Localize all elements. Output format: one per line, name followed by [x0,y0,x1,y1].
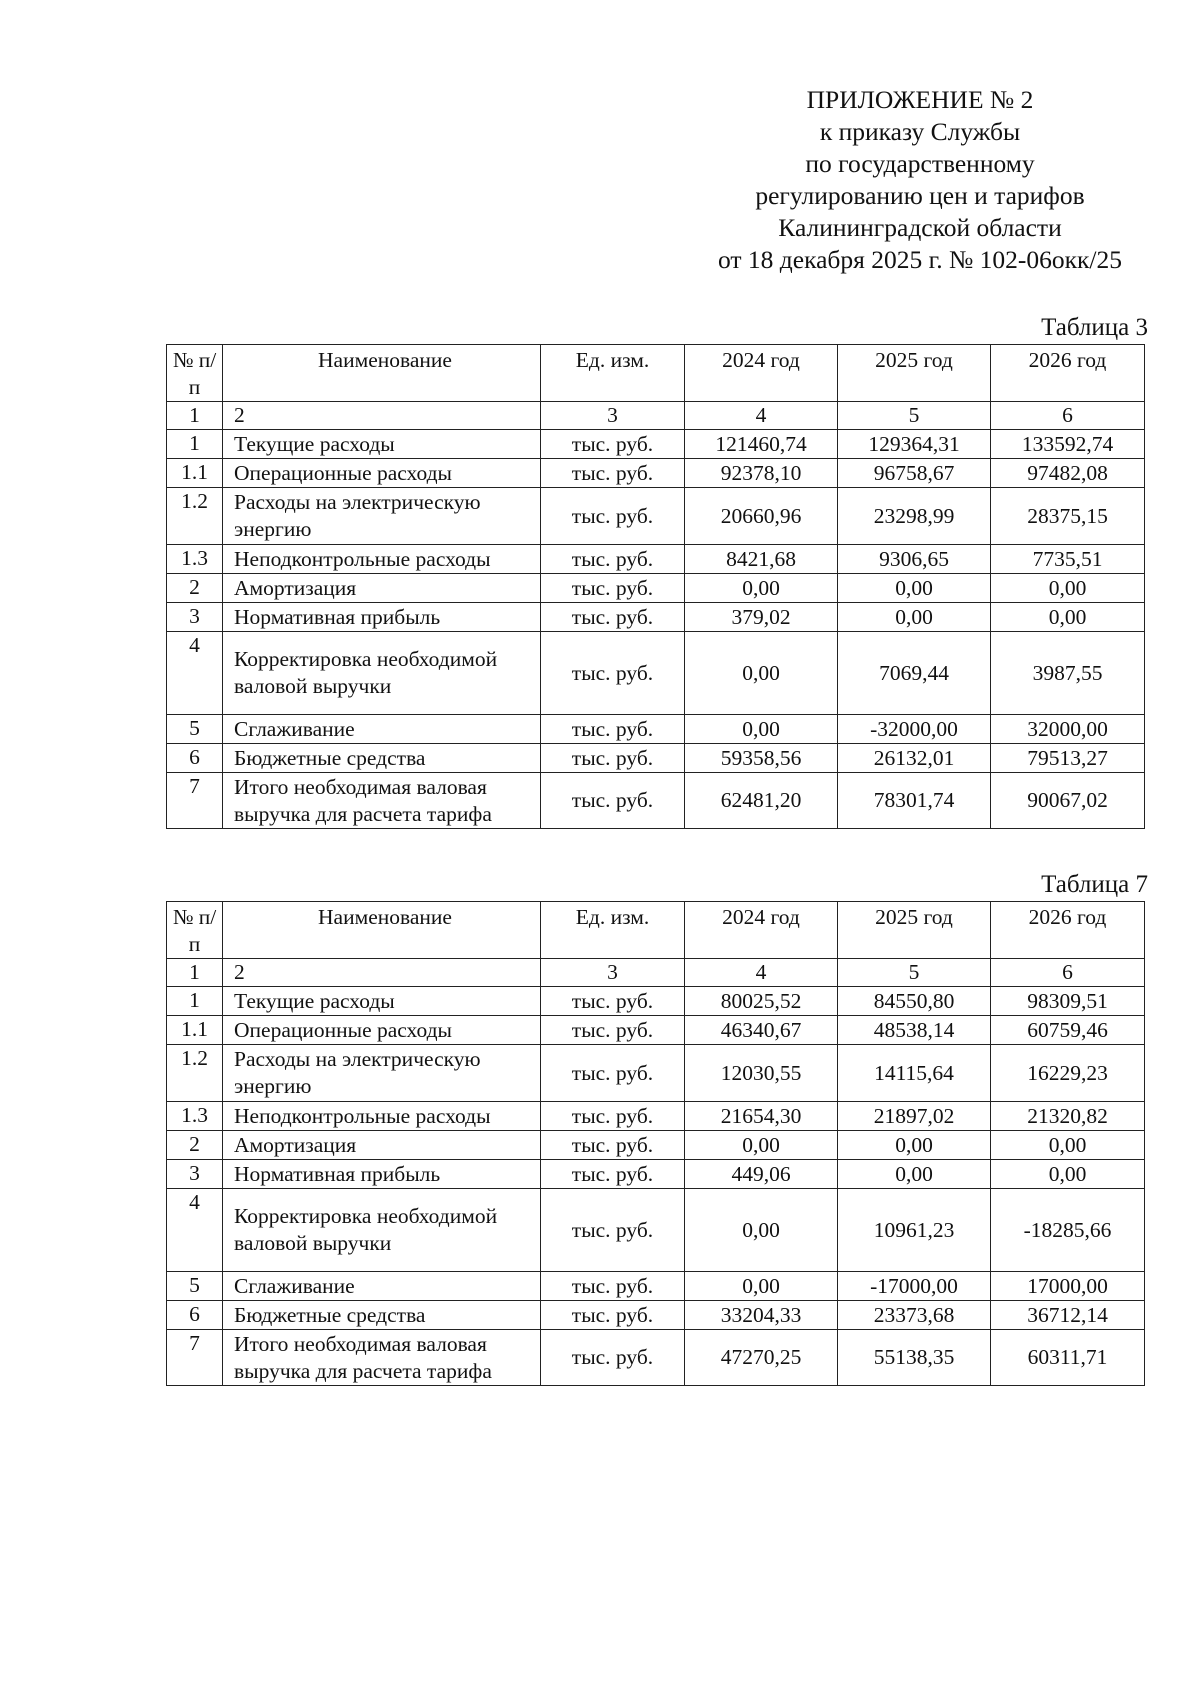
cell-item-name: Операционные расходы [223,459,541,488]
cell-year-2026: 6 [991,402,1145,430]
cell-year-2026: 21320,82 [991,1102,1145,1131]
cell-unit: тыс. руб. [541,459,685,488]
cell-row-number: 1 [167,959,223,987]
header-line: к приказу Службы [819,117,1021,146]
cell-unit: 3 [541,402,685,430]
table-row [167,744,1145,773]
cell-year-2024: 8421,68 [685,545,838,574]
cell-year-2024: 0,00 [685,574,838,603]
cell-unit: тыс. руб. [541,987,685,1016]
cell-year-2024: 12030,55 [685,1045,838,1102]
cell-year-2024: 59358,56 [685,744,838,773]
table-row [167,545,1145,574]
cell-year-2024: 0,00 [685,715,838,744]
cell-unit: тыс. руб. [541,1189,685,1272]
cell-year-2025: 2025 год [838,902,991,959]
table-row [167,430,1145,459]
cell-year-2025: 5 [838,959,991,987]
table-row [167,1102,1145,1131]
cell-year-2025: 48538,14 [838,1016,991,1045]
cell-year-2026: 0,00 [991,1131,1145,1160]
header-row [167,902,1145,959]
cell-year-2024: 33204,33 [685,1301,838,1330]
cell-row-number: 1.1 [167,459,223,488]
cell-unit: тыс. руб. [541,1330,685,1386]
cell-year-2024: 4 [685,402,838,430]
cell-item-name: Наименование [223,902,541,959]
cell-item-name: Операционные расходы [223,1016,541,1045]
cell-unit: тыс. руб. [541,545,685,574]
cell-year-2026: 32000,00 [991,715,1145,744]
cell-item-name: Расходы на электрическую энергию [223,1045,541,1102]
cell-item-name: Текущие расходы [223,430,541,459]
cell-year-2025: 21897,02 [838,1102,991,1131]
cell-year-2026: -18285,66 [991,1189,1145,1272]
cell-year-2025: 5 [838,402,991,430]
table-row [167,488,1145,545]
cell-year-2025: 0,00 [838,574,991,603]
cell-year-2026: 98309,51 [991,987,1145,1016]
cell-item-name: Амортизация [223,1131,541,1160]
header-row [167,345,1145,402]
cell-year-2026: 6 [991,959,1145,987]
cell-row-number: 3 [167,1160,223,1189]
table-row [167,603,1145,632]
cell-row-number: 5 [167,715,223,744]
header-line: Калининградской области [778,213,1062,242]
cell-row-number: 1 [167,430,223,459]
cell-year-2024: 2024 год [685,902,838,959]
cell-row-number: 1.3 [167,1102,223,1131]
cell-unit: тыс. руб. [541,488,685,545]
cell-year-2024: 449,06 [685,1160,838,1189]
cell-year-2025: 84550,80 [838,987,991,1016]
cell-year-2024: 21654,30 [685,1102,838,1131]
cell-row-number: 6 [167,744,223,773]
cell-year-2024: 20660,96 [685,488,838,545]
cell-year-2025: 96758,67 [838,459,991,488]
cell-item-name: Итого необходимая валовая выручка для расчета тарифа [223,773,541,829]
cell-item-name: Нормативная прибыль [223,603,541,632]
table7 [166,901,1145,1386]
table-row [167,1016,1145,1045]
cell-row-number: 1 [167,402,223,430]
cell-year-2025: 2025 год [838,345,991,402]
cell-unit: тыс. руб. [541,1016,685,1045]
cell-year-2024: 47270,25 [685,1330,838,1386]
cell-year-2024: 0,00 [685,1272,838,1301]
table-row [167,574,1145,603]
table-row [167,1189,1145,1272]
cell-year-2026: 17000,00 [991,1272,1145,1301]
cell-row-number: 5 [167,1272,223,1301]
cell-unit: Ед. изм. [541,345,685,402]
table-row [167,632,1145,715]
table-row [167,987,1145,1016]
table-row [167,1301,1145,1330]
header-line: регулированию цен и тарифов [755,181,1085,210]
cell-year-2026: 79513,27 [991,744,1145,773]
cell-year-2026: 60311,71 [991,1330,1145,1386]
header-line: от 18 декабря 2025 г. № 102-06окк/25 [717,245,1122,274]
cell-year-2025: 7069,44 [838,632,991,715]
cell-unit: тыс. руб. [541,1131,685,1160]
cell-year-2026: 2026 год [991,345,1145,402]
cell-year-2026: 133592,74 [991,430,1145,459]
cell-year-2026: 2026 год [991,902,1145,959]
table3-caption: Таблица 3 [1041,314,1148,341]
cell-row-number: 1.2 [167,1045,223,1102]
cell-year-2024: 4 [685,959,838,987]
cell-year-2026: 0,00 [991,603,1145,632]
cell-year-2024: 80025,52 [685,987,838,1016]
cell-item-name: 2 [223,959,541,987]
cell-year-2026: 97482,08 [991,459,1145,488]
cell-unit: Ед. изм. [541,902,685,959]
cell-year-2025: 10961,23 [838,1189,991,1272]
appendix-header [640,84,1200,276]
cell-item-name: Сглаживание [223,715,541,744]
cell-unit: тыс. руб. [541,574,685,603]
cell-year-2024: 0,00 [685,632,838,715]
cell-row-number: 1 [167,987,223,1016]
cell-item-name: Бюджетные средства [223,744,541,773]
cell-year-2025: 23298,99 [838,488,991,545]
cell-item-name: Расходы на электрическую энергию [223,488,541,545]
cell-year-2026: 90067,02 [991,773,1145,829]
cell-row-number: 1.3 [167,545,223,574]
cell-year-2026: 0,00 [991,574,1145,603]
cell-item-name: 2 [223,402,541,430]
table-row [167,773,1145,829]
cell-year-2024: 92378,10 [685,459,838,488]
cell-year-2024: 2024 год [685,345,838,402]
cell-year-2024: 121460,74 [685,430,838,459]
cell-year-2026: 16229,23 [991,1045,1145,1102]
cell-year-2025: 26132,01 [838,744,991,773]
cell-year-2025: -17000,00 [838,1272,991,1301]
cell-unit: тыс. руб. [541,1045,685,1102]
cell-row-number: 4 [167,632,223,715]
cell-unit: тыс. руб. [541,1160,685,1189]
cell-item-name: Наименование [223,345,541,402]
cell-row-number: 1.2 [167,488,223,545]
table-row [167,1131,1145,1160]
cell-item-name: Итого необходимая валовая выручка для расчета тарифа [223,1330,541,1386]
cell-unit: тыс. руб. [541,430,685,459]
cell-row-number: № п/п [167,345,223,402]
cell-unit: тыс. руб. [541,715,685,744]
table-row [167,1272,1145,1301]
cell-year-2026: 7735,51 [991,545,1145,574]
index-row [167,959,1145,987]
cell-unit: тыс. руб. [541,1272,685,1301]
cell-unit: тыс. руб. [541,1102,685,1131]
table-row [167,459,1145,488]
table-row [167,1045,1145,1102]
cell-year-2024: 379,02 [685,603,838,632]
cell-row-number: 7 [167,1330,223,1386]
cell-year-2025: 14115,64 [838,1045,991,1102]
cell-year-2025: 78301,74 [838,773,991,829]
cell-year-2024: 62481,20 [685,773,838,829]
cell-unit: тыс. руб. [541,1301,685,1330]
cell-unit: тыс. руб. [541,603,685,632]
cell-row-number: 2 [167,574,223,603]
cell-year-2025: 129364,31 [838,430,991,459]
cell-row-number: № п/п [167,902,223,959]
index-row [167,402,1145,430]
table-row [167,1160,1145,1189]
cell-year-2025: 9306,65 [838,545,991,574]
cell-unit: 3 [541,959,685,987]
table-row [167,715,1145,744]
cell-item-name: Текущие расходы [223,987,541,1016]
table3 [166,344,1145,829]
cell-year-2026: 60759,46 [991,1016,1145,1045]
cell-item-name: Неподконтрольные расходы [223,1102,541,1131]
cell-year-2025: 0,00 [838,1160,991,1189]
cell-item-name: Сглаживание [223,1272,541,1301]
header-line: ПРИЛОЖЕНИЕ № 2 [806,85,1034,114]
cell-year-2026: 36712,14 [991,1301,1145,1330]
cell-item-name: Амортизация [223,574,541,603]
cell-year-2025: -32000,00 [838,715,991,744]
cell-row-number: 2 [167,1131,223,1160]
cell-unit: тыс. руб. [541,773,685,829]
cell-item-name: Бюджетные средства [223,1301,541,1330]
cell-year-2024: 0,00 [685,1189,838,1272]
cell-item-name: Нормативная прибыль [223,1160,541,1189]
cell-item-name: Корректировка необходимой валовой выручки [223,1189,541,1272]
cell-item-name: Неподконтрольные расходы [223,545,541,574]
cell-year-2025: 0,00 [838,1131,991,1160]
cell-unit: тыс. руб. [541,744,685,773]
cell-year-2025: 55138,35 [838,1330,991,1386]
cell-year-2026: 0,00 [991,1160,1145,1189]
cell-unit: тыс. руб. [541,632,685,715]
header-line: по государственному [805,149,1035,178]
cell-year-2026: 28375,15 [991,488,1145,545]
cell-year-2025: 23373,68 [838,1301,991,1330]
cell-year-2025: 0,00 [838,603,991,632]
cell-year-2026: 3987,55 [991,632,1145,715]
cell-row-number: 7 [167,773,223,829]
table7-caption: Таблица 7 [1041,871,1148,898]
cell-row-number: 6 [167,1301,223,1330]
cell-row-number: 4 [167,1189,223,1272]
cell-row-number: 3 [167,603,223,632]
cell-item-name: Корректировка необходимой валовой выручки [223,632,541,715]
cell-row-number: 1.1 [167,1016,223,1045]
cell-year-2024: 0,00 [685,1131,838,1160]
table-row [167,1330,1145,1386]
cell-year-2024: 46340,67 [685,1016,838,1045]
